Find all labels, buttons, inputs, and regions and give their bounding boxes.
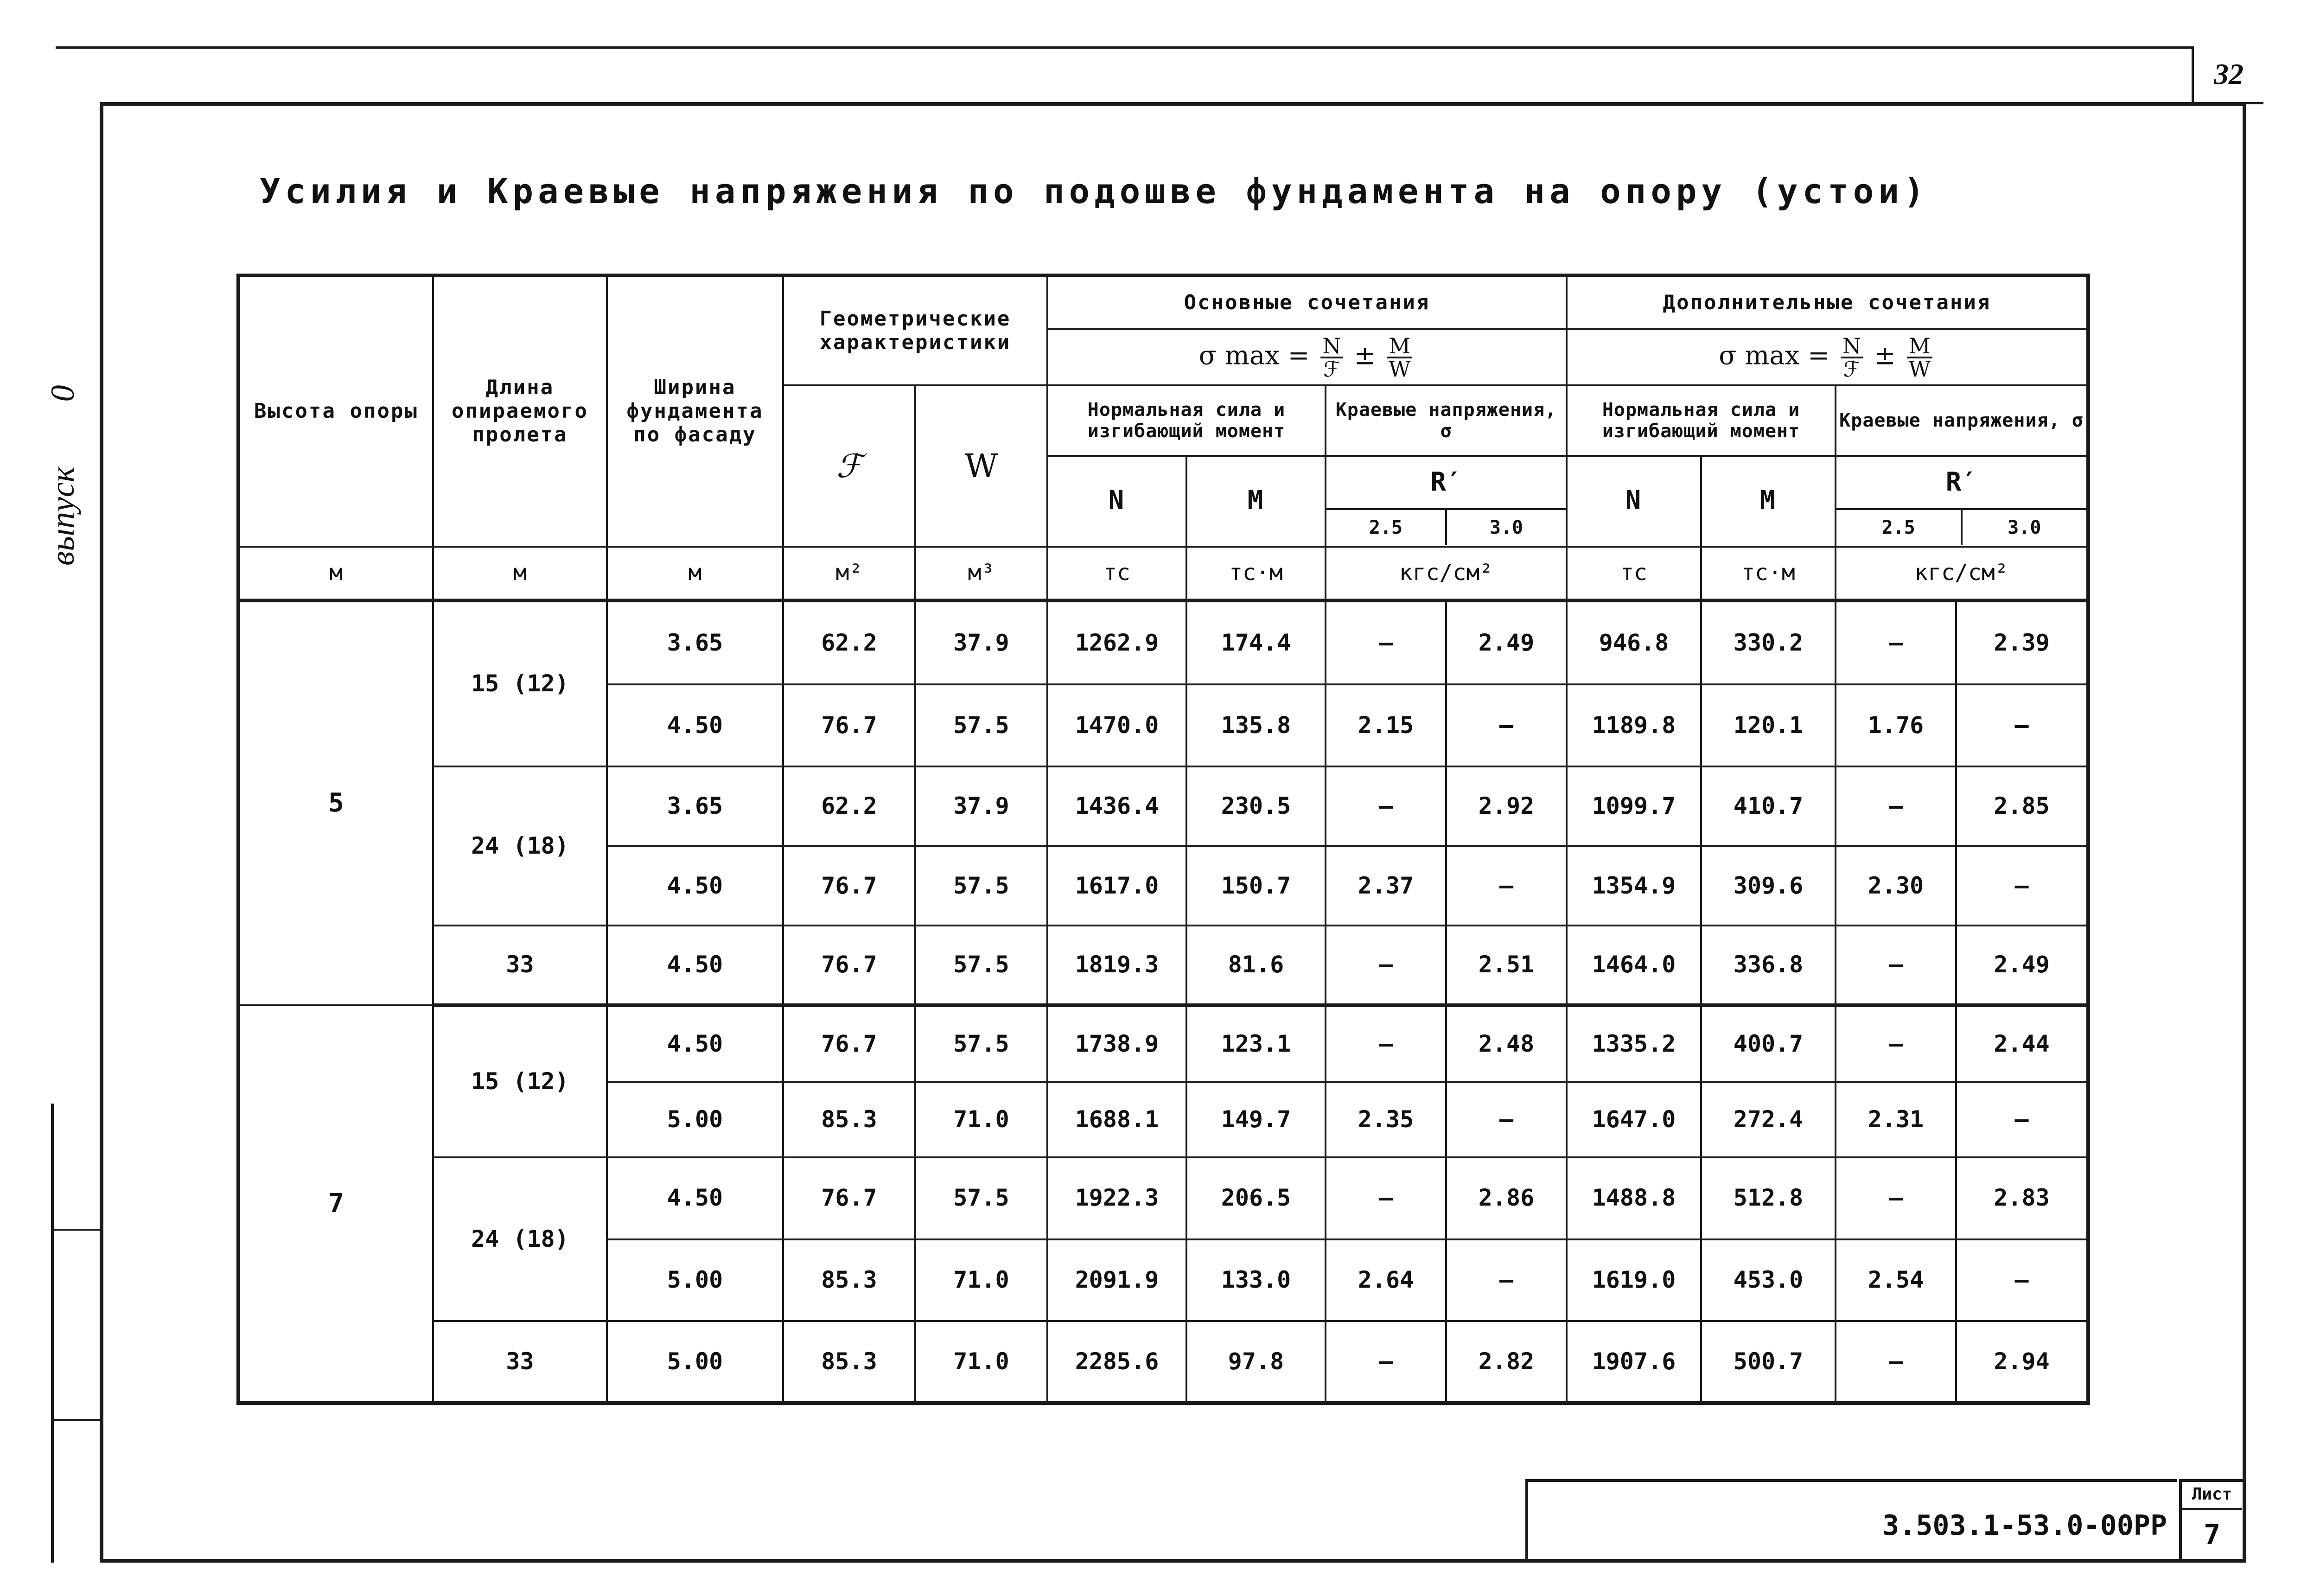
r-30-add: 3.0	[2008, 517, 2041, 538]
data-cell: —	[1836, 926, 1956, 1005]
data-cell: 76.7	[783, 1157, 915, 1239]
data-cell: —	[1836, 1321, 1956, 1403]
side-label-number: 0	[44, 385, 81, 402]
fraction-numerator: N	[1320, 335, 1343, 358]
data-cell: 2.92	[1446, 766, 1567, 846]
header-main-comb: Основные сочетания	[1047, 275, 1567, 329]
data-cell: 230.5	[1186, 766, 1326, 846]
fraction-m-w	[1907, 335, 1932, 380]
data-cell: 1738.9	[1047, 1005, 1186, 1083]
fraction-numerator: M	[1907, 335, 1932, 358]
binding-strip	[51, 1104, 100, 1563]
span-cell: 33	[433, 1321, 607, 1403]
data-cell: —	[1326, 1157, 1446, 1239]
data-cell: 2.83	[1956, 1157, 2088, 1239]
unit-cell: м	[433, 547, 607, 600]
fraction-numerator: M	[1387, 335, 1412, 358]
data-cell: 135.8	[1186, 684, 1326, 766]
data-cell: 76.7	[783, 926, 915, 1005]
data-cell: 1619.0	[1567, 1239, 1701, 1321]
data-cell: 453.0	[1701, 1239, 1836, 1321]
data-cell: 272.4	[1701, 1082, 1836, 1157]
header-R-add	[1836, 456, 2088, 547]
table-row	[238, 1157, 2088, 1239]
fraction-denominator: W	[1389, 356, 1411, 382]
data-cell: 2.82	[1446, 1321, 1567, 1403]
formula-main	[1047, 329, 1567, 385]
data-cell: —	[1326, 1321, 1446, 1403]
fraction-denominator: ℱ	[1323, 356, 1340, 382]
data-cell: 71.0	[915, 1239, 1047, 1321]
table-row	[238, 600, 2088, 685]
data-cell: 1647.0	[1567, 1082, 1701, 1157]
header-width: Ширина фундамента по фасаду	[607, 275, 783, 547]
unit-cell: м²	[783, 547, 915, 600]
data-cell: 2.44	[1956, 1005, 2088, 1083]
r-values-main	[1326, 510, 1566, 545]
span-cell: 15 (12)	[433, 1005, 607, 1157]
data-cell: 71.0	[915, 1082, 1047, 1157]
data-cell: 174.4	[1186, 600, 1326, 685]
data-cell: 57.5	[915, 1157, 1047, 1239]
span-cell: 24 (18)	[433, 766, 607, 926]
header-add-comb: Дополнительные сочетания	[1567, 275, 2088, 329]
data-cell: 309.6	[1701, 846, 1836, 926]
data-cell: 5.00	[607, 1239, 783, 1321]
r-25-main: 2.5	[1326, 510, 1447, 545]
data-cell: 123.1	[1186, 1005, 1326, 1083]
data-cell: —	[1836, 600, 1956, 685]
data-cell: 2.86	[1446, 1157, 1567, 1239]
data-cell: 2.54	[1836, 1239, 1956, 1321]
data-cell: 76.7	[783, 684, 915, 766]
header-span: Длина опираемого пролета	[433, 275, 607, 547]
fraction-m-w	[1387, 335, 1412, 380]
data-cell: 2.49	[1956, 926, 2088, 1005]
fraction-denominator: ℱ	[1843, 356, 1861, 382]
data-cell: 400.7	[1701, 1005, 1836, 1083]
data-cell: —	[1446, 1239, 1567, 1321]
data-cell: —	[1446, 684, 1567, 766]
sheet-label: Лист	[2182, 1480, 2242, 1510]
data-cell: 1464.0	[1567, 926, 1701, 1005]
sheet-number: 32	[2192, 46, 2263, 104]
unit-cell: тс·м	[1186, 547, 1326, 600]
data-cell: 2.48	[1446, 1005, 1567, 1083]
header-normal-force-add: Нормальная сила и изгибающий момент	[1567, 385, 1836, 455]
data-cell: 4.50	[607, 846, 783, 926]
data-cell: 1819.3	[1047, 926, 1186, 1005]
data-cell: 4.50	[607, 1157, 783, 1239]
data-cell: 76.7	[783, 1005, 915, 1083]
data-cell: 1907.6	[1567, 1321, 1701, 1403]
formula-pm: ±	[1354, 340, 1376, 371]
data-cell: 2.85	[1956, 766, 2088, 846]
header-edge-stress-add: Краевые напряжения, σ	[1836, 385, 2088, 455]
r-label-main: R′	[1326, 457, 1566, 510]
data-cell: —	[1956, 1239, 2088, 1321]
unit-cell: тс	[1047, 547, 1186, 600]
span-cell: 15 (12)	[433, 600, 607, 766]
binding-strip-divider	[51, 1419, 100, 1421]
fraction-numerator: N	[1841, 335, 1863, 358]
unit-cell: тс	[1567, 547, 1701, 600]
data-cell: 1470.0	[1047, 684, 1186, 766]
formula-add	[1567, 329, 2088, 385]
data-cell: 1688.1	[1047, 1082, 1186, 1157]
unit-cell: м	[238, 547, 433, 600]
unit-cell: м³	[915, 547, 1047, 600]
stress-table	[236, 274, 2090, 1405]
data-cell: 330.2	[1701, 600, 1836, 685]
data-cell: 500.7	[1701, 1321, 1836, 1403]
top-rule	[56, 46, 2192, 49]
table-row	[238, 1005, 2088, 1083]
data-cell: 4.50	[607, 926, 783, 1005]
data-cell: 2.35	[1326, 1082, 1446, 1157]
header-M-main: M	[1186, 456, 1326, 547]
sheet-box-number: 7	[2203, 1519, 2221, 1551]
data-cell: —	[1836, 766, 1956, 846]
span-cell: 33	[433, 926, 607, 1005]
data-cell: 2.51	[1446, 926, 1567, 1005]
header-F: ℱ	[783, 385, 915, 546]
unit-cell: кгс/см²	[1326, 547, 1567, 600]
data-cell: 57.5	[915, 846, 1047, 926]
data-cell: 2091.9	[1047, 1239, 1186, 1321]
table-row	[238, 766, 2088, 846]
data-cell: —	[1956, 684, 2088, 766]
data-cell: 150.7	[1186, 846, 1326, 926]
table-row	[238, 926, 2088, 1005]
data-cell: —	[1956, 1082, 2088, 1157]
data-cell: 4.50	[607, 1005, 783, 1083]
data-cell: 62.2	[783, 600, 915, 685]
data-cell: 2.37	[1326, 846, 1446, 926]
data-cell: 2.31	[1836, 1082, 1956, 1157]
fraction-denominator: W	[1908, 356, 1931, 382]
data-cell: —	[1326, 926, 1446, 1005]
data-cell: 1354.9	[1567, 846, 1701, 926]
data-cell: 336.8	[1701, 926, 1836, 1005]
data-cell: —	[1326, 600, 1446, 685]
data-cell: 410.7	[1701, 766, 1836, 846]
data-cell: 946.8	[1567, 600, 1701, 685]
header-N-main: N	[1047, 456, 1186, 547]
data-cell: 1262.9	[1047, 600, 1186, 685]
data-cell: 62.2	[783, 766, 915, 846]
r-30-main: 3.0	[1489, 517, 1523, 538]
data-cell: 37.9	[915, 766, 1047, 846]
data-cell: 133.0	[1186, 1239, 1326, 1321]
unit-cell: м	[607, 547, 783, 600]
data-cell: 512.8	[1701, 1157, 1836, 1239]
data-cell: 3.65	[607, 600, 783, 685]
data-cell: 37.9	[915, 600, 1047, 685]
data-cell: 2.39	[1956, 600, 2088, 685]
data-cell: 1922.3	[1047, 1157, 1186, 1239]
unit-cell: кгс/см²	[1836, 547, 2088, 600]
r-25-add: 2.5	[1836, 510, 1963, 545]
document-code: 3.503.1-53.0-00PP	[1882, 1509, 2167, 1542]
header-normal-force-main: Нормальная сила и изгибающий момент	[1047, 385, 1326, 455]
data-cell: 1189.8	[1567, 684, 1701, 766]
data-cell: 2.30	[1836, 846, 1956, 926]
fraction-n-f	[1841, 335, 1863, 380]
header-height: Высота опоры	[238, 275, 433, 547]
data-cell: —	[1446, 1082, 1567, 1157]
data-cell: 71.0	[915, 1321, 1047, 1403]
data-cell: 1.76	[1836, 684, 1956, 766]
header-geom: Геометрические характеристики	[783, 275, 1047, 385]
data-cell: 4.50	[607, 684, 783, 766]
page-title: Усилия и Краевые напряжения по подошве фундамента на опору (устои)	[260, 172, 1929, 211]
header-edge-stress-main: Краевые напряжения, σ	[1326, 385, 1567, 455]
r-label-add: R′	[1836, 457, 2086, 510]
data-cell: 85.3	[783, 1082, 915, 1157]
header-W: W	[915, 385, 1047, 546]
data-cell: 57.5	[915, 926, 1047, 1005]
data-cell: 1617.0	[1047, 846, 1186, 926]
data-cell: 81.6	[1186, 926, 1326, 1005]
r-values-add	[1836, 510, 2086, 545]
data-cell: 2.64	[1326, 1239, 1446, 1321]
span-cell: 24 (18)	[433, 1157, 607, 1321]
data-cell: 5.00	[607, 1082, 783, 1157]
data-cell: 57.5	[915, 684, 1047, 766]
height-cell: 5	[238, 600, 433, 1005]
data-cell: —	[1836, 1005, 1956, 1083]
data-cell: 120.1	[1701, 684, 1836, 766]
table-row	[238, 1321, 2088, 1403]
data-cell: 76.7	[783, 846, 915, 926]
data-cell: —	[1326, 1005, 1446, 1083]
data-cell: 2.15	[1326, 684, 1446, 766]
data-cell: 5.00	[607, 1321, 783, 1403]
data-cell: 1335.2	[1567, 1005, 1701, 1083]
formula-pm: ±	[1874, 340, 1896, 371]
formula-lhs: σ max =	[1198, 340, 1310, 371]
formula-lhs: σ max =	[1719, 340, 1830, 371]
side-label	[37, 352, 88, 566]
data-cell: 97.8	[1186, 1321, 1326, 1403]
data-cell: —	[1446, 846, 1567, 926]
data-cell: 85.3	[783, 1239, 915, 1321]
height-cell: 7	[238, 1005, 433, 1403]
fraction-n-f	[1320, 335, 1343, 380]
data-cell: 149.7	[1186, 1082, 1326, 1157]
data-cell: —	[1326, 766, 1446, 846]
data-cell: —	[1836, 1157, 1956, 1239]
header-N-add: N	[1567, 456, 1701, 547]
data-cell: 1488.8	[1567, 1157, 1701, 1239]
data-cell: 206.5	[1186, 1157, 1326, 1239]
data-cell: —	[1956, 846, 2088, 926]
data-cell: 2.49	[1446, 600, 1567, 685]
data-cell: 85.3	[783, 1321, 915, 1403]
data-cell: 1436.4	[1047, 766, 1186, 846]
header-R-main	[1326, 456, 1567, 547]
unit-cell: тс·м	[1701, 547, 1836, 600]
data-cell: 3.65	[607, 766, 783, 846]
data-cell: 2285.6	[1047, 1321, 1186, 1403]
data-cell: 1099.7	[1567, 766, 1701, 846]
data-cell: 57.5	[915, 1005, 1047, 1083]
header-M-add: M	[1701, 456, 1836, 547]
side-label-word: выпуск	[44, 466, 81, 566]
data-cell: 2.94	[1956, 1321, 2088, 1403]
binding-strip-divider	[51, 1229, 100, 1231]
